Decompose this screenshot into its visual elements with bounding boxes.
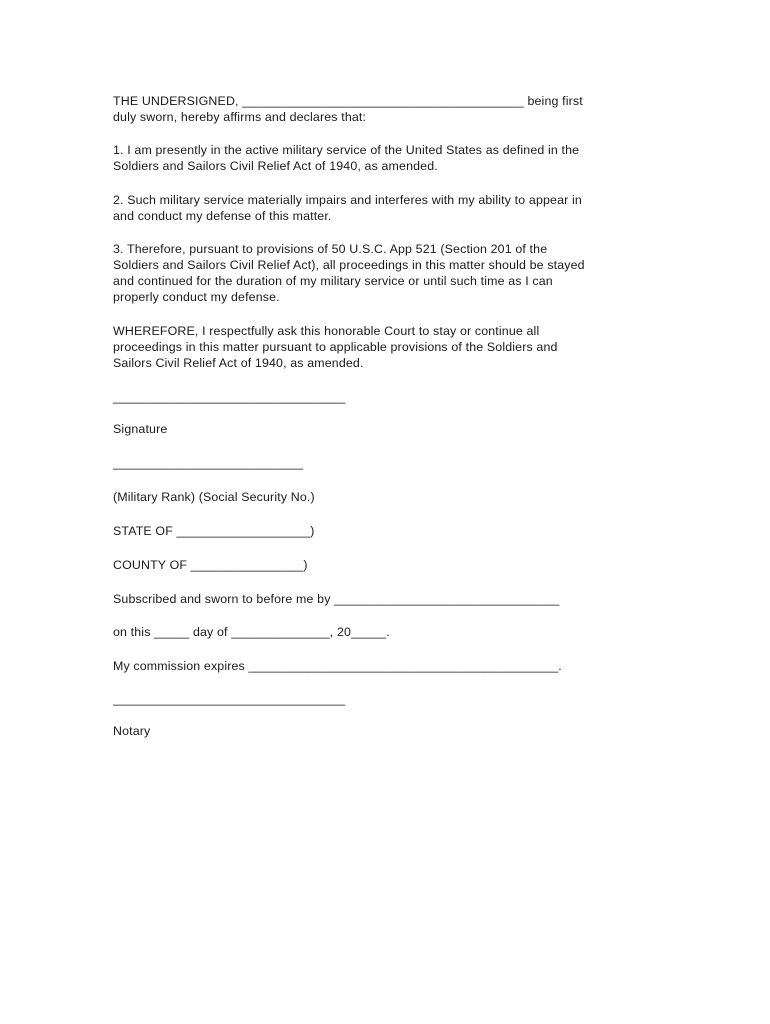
paragraph-3 (113, 241, 658, 305)
paragraph-1 (113, 142, 658, 174)
paragraph-3-line-3: and continued for the duration of my military service or until such time as I can (113, 274, 553, 288)
notary-blank: _________________________________ (113, 692, 346, 706)
paragraph-3-line-1: 3. Therefore, pursuant to provisions of 50 U.S.C. App 521 (Section 201 of the (113, 242, 548, 256)
paragraph-2 (113, 192, 658, 224)
intro-paragraph (113, 93, 658, 125)
subscribed-sworn-line: Subscribed and sworn to before me by ________________________________ (113, 592, 560, 606)
intro-line-2: duly sworn, hereby affirms and declares that: (113, 110, 367, 124)
paragraph-1-line-1: 1. I am presently in the active military service of the United States as defined in the (113, 143, 580, 157)
paragraph-2-line-1: 2. Such military service materially impairs and interferes with my ability to appear in (113, 193, 582, 207)
paragraph-3-line-2: Soldiers and Sailors Civil Relief Act), all proceedings in this matter should be stayed (113, 258, 585, 272)
paragraph-3-line-4: properly conduct my defense. (113, 290, 280, 304)
wherefore-line-2: proceedings in this matter pursuant to applicable provisions of the Soldiers and (113, 340, 558, 354)
date-line: on this _____ day of ______________, 20_____. (113, 625, 390, 639)
county-of-line: COUNTY OF ________________) (113, 558, 308, 572)
wherefore-paragraph (113, 323, 658, 371)
paragraph-2-line-2: and conduct my defense of this matter. (113, 209, 332, 223)
signature-blank: _________________________________ (113, 390, 346, 404)
commission-expires-line: My commission expires ____________________________________________. (113, 659, 562, 673)
affidavit-body (113, 93, 658, 739)
rank-ssn-blank: ___________________________ (113, 456, 304, 470)
rank-ssn-label: (Military Rank) (Social Security No.) (113, 490, 315, 504)
wherefore-line-3: Sailors Civil Relief Act of 1940, as amended. (113, 356, 364, 370)
state-of-line: STATE OF ___________________) (113, 524, 315, 538)
notary-label: Notary (113, 724, 151, 738)
wherefore-line-1: WHEREFORE, I respectfully ask this honorable Court to stay or continue all (113, 324, 540, 338)
intro-line-1: THE UNDERSIGNED, ________________________________________ being first (113, 94, 583, 108)
signature-label: Signature (113, 422, 168, 436)
paragraph-1-line-2: Soldiers and Sailors Civil Relief Act of 1940, as amended. (113, 159, 438, 173)
